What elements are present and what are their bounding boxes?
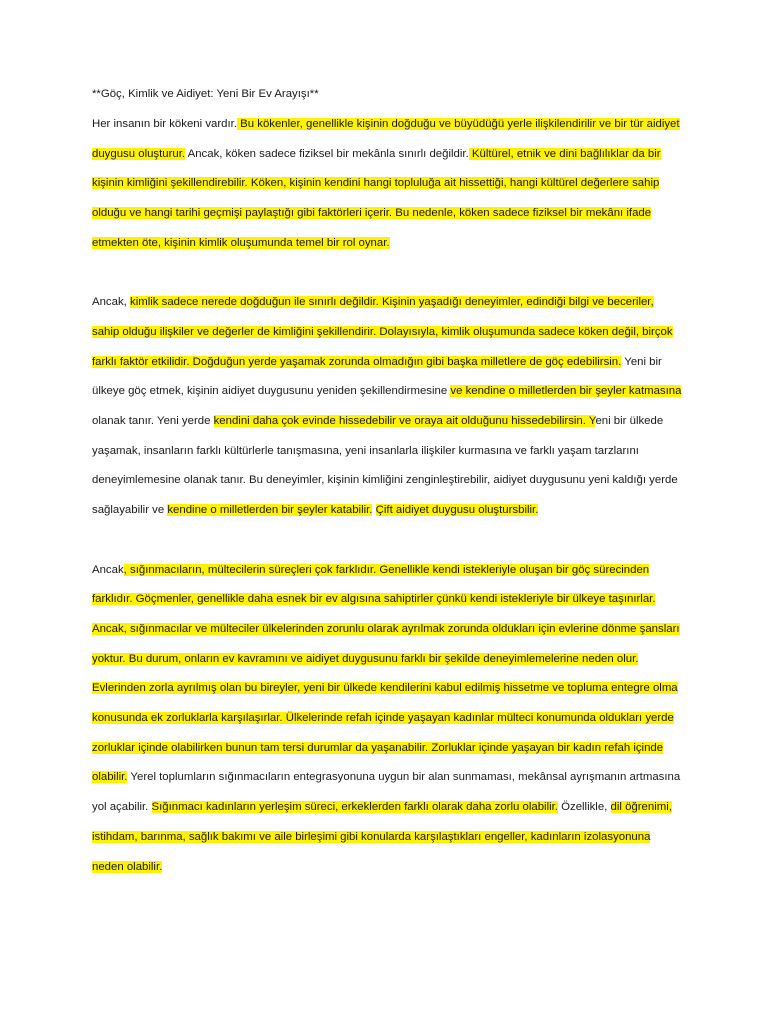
highlighted-text: ve kendine o milletlerden bir şeyler katmasına bbox=[450, 385, 682, 398]
highlighted-text: Çift aidiyet duygusu oluştursbilir. bbox=[375, 504, 539, 517]
text-run: Her insanın bir kökeni vardır. bbox=[92, 118, 237, 130]
text-run: Ancak, köken sadece fiziksel bir mekânla sınırlı değildir. bbox=[185, 147, 469, 160]
document-title: **Göç, Kimlik ve Aidiyet: Yeni Bir Ev Arayışı** bbox=[92, 88, 319, 100]
highlighted-text: , sığınmacıların, mültecilerin süreçleri çok farklıdır. Genellikle kendi istekleriyle oluşan bir göç sürecinden farklıdır. Göçmenler, genellikle daha esnek bir ev algısına sahiptirler çünkü kendi istekleriyle bir ülkeye taşınırlar. Ancak, sığınmacılar ve mülteciler ülkelerinden zorunlu olarak ayrılmak zorunda oldukları için evlerine dönme şansları yoktur. Bu durum, onların ev kavramını ve aidiyet duygusunu farklı bir şekilde deneyimlemelerine neden olur. Evlerinden zorla ayrılmış olan bu bireyler, yeni bir ülkede kendilerini kabul edilmiş hissetme ve topluma entegre olma konusunda ek zorluklarla karşılaşırlar. Ülkelerinde refah içinde yaşayan kadınlar mülteci konumunda oldukları yerde zorluklar içinde olabilirken bunun tam tersi durumlar da yaşanabilir. Zorluklar içinde yaşayan bir kadın refah içinde olabilir. bbox=[92, 563, 680, 784]
text-run: eni bir ülkede yaşamak, insanların farklı kültürlerle tanışmasına, yeni insanlarla ilişkiler kurmasına ve farklı yaşam tarzlarını deneyimlemesine olanak tanır. Bu deneyimler, kişinin kimliğini zenginleştirebilir, aidiyet duygusunu yeni kaldığı yerde sağlayabilir ve bbox=[92, 415, 678, 517]
text-run: Özellikle, bbox=[557, 801, 611, 814]
highlighted-text: kimlik sadece nerede doğduğun ile sınırlı değildir. Kişinin yaşadığı deneyimler, edindiği bilgi ve beceriler, sahip olduğu ilişkiler ve değerler de kimliğini şekillendirir. Dolayısıyla, kimlik oluşumunda sadece köken değil, birçok farklı faktör etkilidir. Doğduğun yerde yaşamak zorunda olmadığın gibi başka milletlere de göç edebilirsin. bbox=[92, 296, 673, 368]
paragraph-3 bbox=[92, 556, 682, 883]
highlighted-text: Kültürel, etnik ve dini bağlılıklar da bir kişinin kimliğini şekillendirebilir. Köken, kişinin kendini hangi topluluğa ait hissettiği, hangi kültürel değerlere sahip olduğu ve hangi tarihi geçmişi paylaştığı gibi faktörleri içerir. Bu nedenle, köken sadece fiziksel bir mekânı ifade etmekten öte, kişinin kimlik oluşumunda temel bir rol oynar. bbox=[92, 147, 661, 249]
highlighted-text: kendine o milletlerden bir şeyler katabilir. bbox=[167, 504, 373, 517]
paragraph-2 bbox=[92, 288, 682, 526]
document-body bbox=[92, 84, 682, 882]
text-run: Yeni bir ülkeye göç etmek, kişinin aidiyet duygusunu yeniden şekillendirmesine bbox=[92, 355, 662, 398]
paragraph-1 bbox=[92, 110, 682, 259]
highlighted-text: kendini daha çok evinde hissedebilir ve oraya ait olduğunu hissedebilirsin. Y bbox=[213, 415, 596, 428]
highlighted-text: dil öğrenimi, istihdam, barınma, sağlık bakımı ve aile birleşimi gibi konularda karşılaştıkları engeller, kadınların izolasyonuna neden olabilir. bbox=[92, 801, 672, 873]
highlighted-text: Bu kökenler, genellikle kişinin doğduğu ve büyüdüğü yerle ilişkilendirilir ve bir tür aidiyet duygusu oluşturur. bbox=[92, 118, 680, 160]
text-run: Ancak bbox=[92, 563, 124, 576]
highlighted-text: Sığınmacı kadınların yerleşim süreci, erkeklerden farklı olarak daha zorlu olabilir. bbox=[151, 801, 558, 814]
text-run: olanak tanır. Yeni yerde bbox=[92, 415, 214, 428]
text-run: Yerel toplumların sığınmacıların entegrasyonuna uygun bir alan sunmaması, mekânsal ayrışmanın artmasına yol açabilir. bbox=[92, 771, 681, 814]
text-run: Ancak, bbox=[92, 296, 130, 309]
